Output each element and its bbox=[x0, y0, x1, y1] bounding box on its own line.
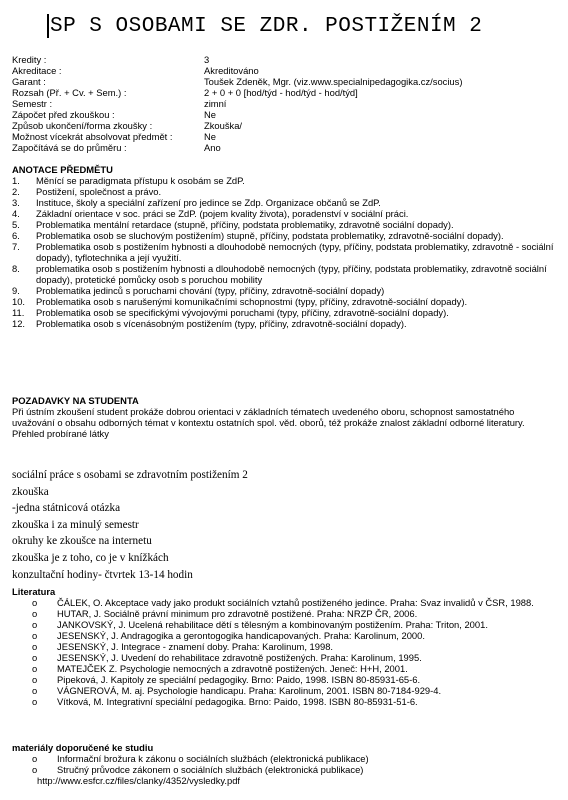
anotace-item-number: 5. bbox=[12, 219, 20, 230]
literatura-item-text: JANKOVSKÝ, J. Ucelená rehabilitace dětí s tělesným a kombinovaným postižením. Praha: Triton, 2001. bbox=[57, 619, 488, 630]
bullet-icon: o bbox=[32, 696, 38, 707]
anotace-item-number: 6. bbox=[12, 230, 20, 241]
meta-value: 2 + 0 + 0 [hod/týd - hod/týd - hod/týd] bbox=[204, 87, 358, 98]
materialy-section bbox=[12, 742, 558, 786]
materialy-item bbox=[12, 753, 558, 764]
literatura-item bbox=[12, 630, 558, 641]
meta-key: Kredity : bbox=[12, 54, 47, 65]
anotace-item bbox=[12, 197, 558, 208]
anotace-item-text: Instituce, školy a speciální zařízení pro jedince se Zdp. Organizace občanů se ZdP. bbox=[36, 197, 381, 208]
anotace-item bbox=[12, 230, 558, 241]
anotace-item-text: Problematika osob se sluchovým postižením) stupně, příčiny, podstata problematiky, zdravotně-sociální dopady). bbox=[36, 230, 504, 241]
materialy-url[interactable]: http://www.esfcr.cz/files/clanky/4352/vysledky.pdf bbox=[37, 775, 241, 786]
anotace-item-text: Problematika osob s vícenásobným postižením (typy, příčiny, zdravotně-sociální dopady). bbox=[36, 318, 407, 329]
meta-row bbox=[12, 87, 552, 98]
materialy-list bbox=[12, 753, 558, 775]
meta-value: Ne bbox=[204, 109, 216, 120]
anotace-item bbox=[12, 208, 558, 219]
meta-key: Akreditace : bbox=[12, 65, 62, 76]
anotace-item-text: Základní orientace v soc. práci se ZdP. (pojem kvality života), poradenství v sociální práci. bbox=[36, 208, 409, 219]
bullet-icon: o bbox=[32, 663, 38, 674]
anotace-item-number: 10. bbox=[12, 296, 26, 307]
anotace-item bbox=[12, 263, 558, 285]
handwritten-notes bbox=[12, 467, 558, 583]
meta-value: Toušek Zdeněk, Mgr. (viz.www.specialnipedagogika.cz/socius) bbox=[204, 76, 463, 87]
anotace-item bbox=[12, 318, 558, 329]
anotace-item-number: 2. bbox=[12, 186, 20, 197]
anotace-item bbox=[12, 241, 558, 263]
bullet-icon: o bbox=[32, 753, 38, 764]
bullet-icon: o bbox=[32, 674, 38, 685]
anotace-section bbox=[12, 164, 558, 329]
meta-key: Možnost vícekrát absolvovat předmět : bbox=[12, 131, 173, 142]
literatura-item-text: JESENSKÝ, J. Andragogika a gerontogogika handicapovaných. Praha: Karolinum, 2000. bbox=[57, 630, 425, 641]
anotace-item-number: 12. bbox=[12, 318, 26, 329]
pozadavky-heading: POZADAVKY NA STUDENTA bbox=[12, 395, 139, 406]
text-cursor bbox=[47, 14, 49, 38]
meta-key: Způsob ukončení/forma zkoušky : bbox=[12, 120, 153, 131]
literatura-item-text: VÁGNEROVÁ, M. aj. Psychologie handicapu. Praha: Karolinum, 2001. ISBN 80-7184-929-4. bbox=[57, 685, 442, 696]
course-title-block bbox=[47, 14, 527, 40]
anotace-item-number: 3. bbox=[12, 197, 20, 208]
materialy-item-text: Informační brožura k zákonu o sociálních službách (elektronická publikace) bbox=[57, 753, 369, 764]
literatura-item bbox=[12, 597, 558, 608]
anotace-item-text: Postižení, společnost a právo. bbox=[36, 186, 162, 197]
meta-value: 3 bbox=[204, 54, 210, 65]
anotace-heading: ANOTACE PŘEDMĚTU bbox=[12, 164, 113, 175]
anotace-item-number: 7. bbox=[12, 241, 20, 252]
bullet-icon: o bbox=[32, 608, 38, 619]
literatura-item-text: Pipeková, J. Kapitoly ze speciální pedagogiky. Brno: Paido, 1998. ISBN 80-85931-65-6. bbox=[57, 674, 421, 685]
literatura-item-text: ČÁLEK, O. Akceptace vady jako produkt sociálních vztahů postiženého jedince. Praha: Svaz invalidů v ČSR, 1988. bbox=[57, 597, 534, 608]
literatura-item bbox=[12, 619, 558, 630]
anotace-item-number: 4. bbox=[12, 208, 20, 219]
materialy-item bbox=[12, 764, 558, 775]
note-line: zkouška i za minulý semestr bbox=[12, 518, 139, 531]
meta-row bbox=[12, 65, 552, 76]
materialy-heading: materiály doporučené ke studiu bbox=[12, 742, 154, 753]
literatura-list bbox=[12, 597, 558, 707]
literatura-section bbox=[12, 586, 558, 707]
meta-key: Garant : bbox=[12, 76, 46, 87]
literatura-item bbox=[12, 641, 558, 652]
meta-row bbox=[12, 120, 552, 131]
literatura-item-text: HUTAR, J. Sociálně právní minimum pro zdravotně postižené. Praha: NRZP ČR, 2006. bbox=[57, 608, 418, 619]
anotace-item-text: Problematika mentální retardace (stupně, příčiny, podstata problematiky, zdravotně sociální dopady). bbox=[36, 219, 454, 230]
bullet-icon: o bbox=[32, 597, 38, 608]
meta-row bbox=[12, 142, 552, 153]
literatura-heading: Literatura bbox=[12, 586, 56, 597]
bullet-icon: o bbox=[32, 652, 38, 663]
anotace-item-number: 9. bbox=[12, 285, 20, 296]
course-meta-table bbox=[12, 54, 552, 153]
literatura-item-text: MATEJČEK Z. Psychologie nemocných a zdravotně postižených. Jeneč: H+H, 2001. bbox=[57, 663, 408, 674]
anotace-item-text: problematika osob s postižením hybnosti a dlouhodobě nemocných (typy, příčiny, podstata problematiky, zdravotně sociální dopady), protetické pomůcky osob s poruchou mobility bbox=[36, 263, 547, 285]
bullet-icon: o bbox=[32, 630, 38, 641]
meta-row bbox=[12, 109, 552, 120]
anotace-item-number: 1. bbox=[12, 175, 20, 186]
literatura-item bbox=[12, 685, 558, 696]
note-line: okruhy ke zkoušce na internetu bbox=[12, 535, 152, 548]
meta-row bbox=[12, 54, 552, 65]
anotace-item-number: 11. bbox=[12, 307, 25, 318]
note-line: konzultační hodiny- čtvrtek 13-14 hodin bbox=[12, 568, 193, 581]
note-line: zkouška je z toho, co je v knížkách bbox=[12, 551, 169, 564]
meta-key: Rozsah (Př. + Cv. + Sem.) : bbox=[12, 87, 127, 98]
meta-row bbox=[12, 131, 552, 142]
literatura-item bbox=[12, 652, 558, 663]
literatura-item-text: JESENSKÝ, J. Integrace - znamení doby. Praha: Karolinum, 1998. bbox=[57, 641, 334, 652]
meta-row bbox=[12, 76, 552, 87]
anotace-item bbox=[12, 175, 558, 186]
literatura-item bbox=[12, 663, 558, 674]
anotace-list bbox=[12, 175, 558, 329]
anotace-item bbox=[12, 285, 558, 296]
meta-value: Ano bbox=[204, 142, 221, 153]
literatura-item bbox=[12, 696, 558, 707]
pozadavky-section bbox=[12, 395, 558, 439]
anotace-item-text: Problematika osob se specifickými vývojovými poruchami (typy, příčiny, zdravotně-sociální dopady). bbox=[36, 307, 449, 318]
literatura-item-text: JESENSKÝ, J. Uvedení do rehabilitace zdravotně postižených. Praha: Karolinum, 1995. bbox=[57, 652, 422, 663]
anotace-item-text: Problematika jedinců s poruchami chování (typy, příčiny, zdravotně-sociální dopady) bbox=[36, 285, 385, 296]
anotace-item bbox=[12, 296, 558, 307]
materialy-item-text: Stručný průvodce zákonem o sociálních službách (elektronická publikace) bbox=[57, 764, 364, 775]
anotace-item-text: Problematika osob s narušenými komunikačními schopnostmi (typy, příčiny, zdravotně-sociální dopady). bbox=[36, 296, 468, 307]
pozadavky-text: Při ústním zkoušení student prokáže dobrou orientaci v základních tématech uvedeného oboru, schopnost samostatného uvažování o obsahu odborných témat v kontextu ostatních spol. věd. oborů, též prokáže znalost základní odborné literatury. bbox=[12, 406, 525, 428]
note-line: -jedna státnicová otázka bbox=[12, 502, 121, 515]
bullet-icon: o bbox=[32, 685, 38, 696]
literatura-item bbox=[12, 608, 558, 619]
literatura-item-text: Vítková, M. Integrativní speciální pedagogika. Brno: Paido, 1998. ISBN 80-85931-51-6. bbox=[57, 696, 418, 707]
note-line: zkouška bbox=[12, 485, 49, 498]
bullet-icon: o bbox=[32, 641, 38, 652]
anotace-item bbox=[12, 186, 558, 197]
bullet-icon: o bbox=[32, 619, 38, 630]
anotace-item bbox=[12, 307, 558, 318]
anotace-item-text: Měnící se paradigmata přístupu k osobám se ZdP. bbox=[36, 175, 245, 186]
pozadavky-note: Přehled probírané látky bbox=[12, 428, 109, 439]
note-line: sociální práce s osobami se zdravotním postižením 2 bbox=[12, 469, 248, 481]
meta-value: zimní bbox=[204, 98, 227, 109]
meta-key: Zápočet před zkouškou : bbox=[12, 109, 115, 120]
literatura-item bbox=[12, 674, 558, 685]
course-title: SP S OSOBAMI SE ZDR. POSTIŽENÍM 2 bbox=[50, 15, 483, 38]
anotace-item-text: Problematika osob s postižením hybnosti a dlouhodobě nemocných (typy, příčiny, podstata problematiky, zdravotně - sociální dopady), tyflotechnika a její využití. bbox=[36, 241, 554, 263]
meta-value: Akreditováno bbox=[204, 65, 259, 76]
anotace-item-number: 8. bbox=[12, 263, 20, 274]
bullet-icon: o bbox=[32, 764, 38, 775]
meta-row bbox=[12, 98, 552, 109]
meta-key: Semestr : bbox=[12, 98, 53, 109]
meta-value: Zkouška/ bbox=[204, 120, 243, 131]
meta-value: Ne bbox=[204, 131, 216, 142]
meta-key: Započítává se do průměru : bbox=[12, 142, 127, 153]
anotace-item bbox=[12, 219, 558, 230]
